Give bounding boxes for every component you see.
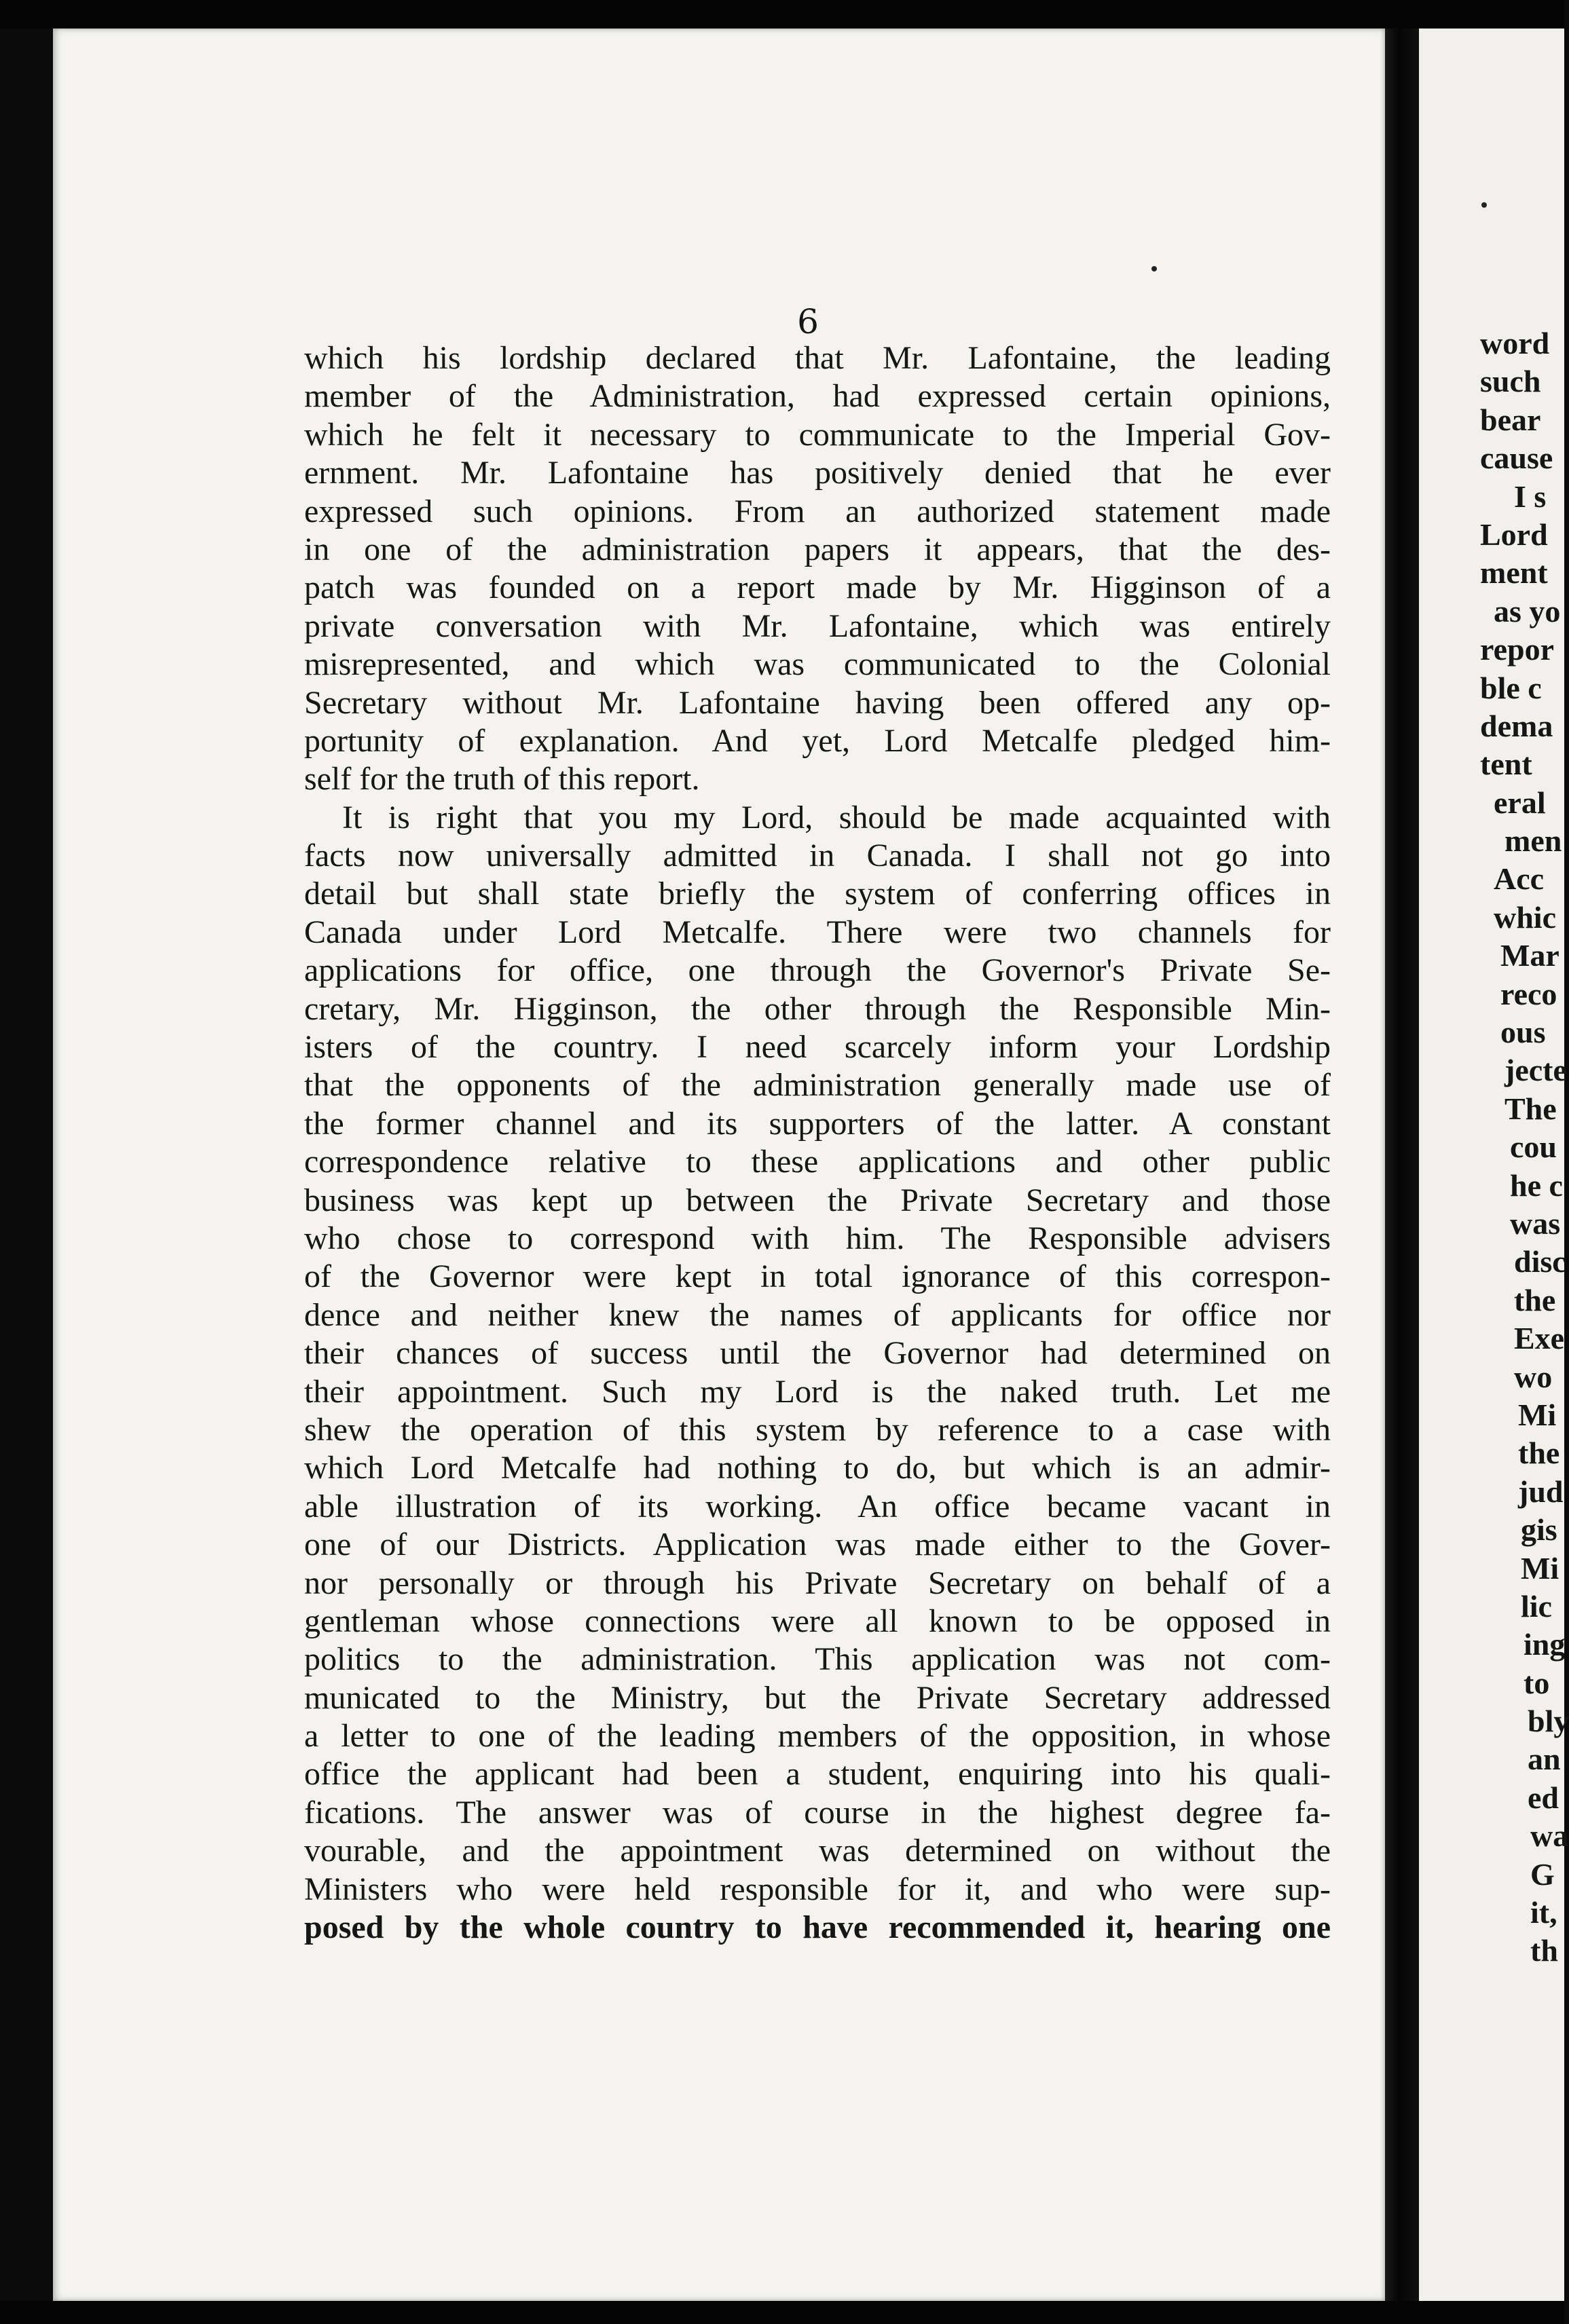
text-line: municated to the Ministry, but the Private Secretary addressed [304, 1679, 1331, 1716]
text-line: Ministers who were held responsible for it, and who were sup- [304, 1871, 1331, 1907]
text-line: misrepresented, and which was communicated to the Colonial [304, 646, 1331, 683]
facing-text-fragment: jecte [1505, 1053, 1567, 1088]
facing-text-fragment: whic [1494, 899, 1556, 935]
text-line: a letter to one of the leading members of the opposition, in whose [304, 1718, 1331, 1755]
text-line: vourable, and the appointment was determined on without the [304, 1833, 1331, 1869]
text-line: one of our Districts. Application was made either to the Gover- [304, 1526, 1331, 1563]
facing-page-text [1480, 324, 1569, 1970]
facing-text-fragment: wa [1530, 1818, 1569, 1854]
scan-top-border [0, 0, 1564, 29]
facing-text-fragment: tent [1480, 747, 1532, 782]
facing-text-fragment: G [1530, 1856, 1555, 1892]
text-line: Secretary without Mr. Lafontaine having been offered any op- [304, 684, 1331, 721]
text-line: of the Governor were kept in total ignorance of this correspon- [304, 1258, 1331, 1295]
text-line: patch was founded on a report made by Mr. Higginson of a [304, 569, 1331, 606]
ink-speck [1151, 266, 1157, 271]
facing-text-fragment: ous [1500, 1015, 1546, 1050]
facing-text-fragment: wo [1514, 1359, 1553, 1394]
text-line: It is right that you my Lord, should be made acquainted with [342, 799, 1331, 836]
facing-text-fragment: th [1530, 1933, 1558, 1968]
text-line: dence and neither knew the names of applicants for office nor [304, 1296, 1331, 1333]
facing-text-fragment: gis [1521, 1512, 1557, 1548]
facing-text-fragment: Mi [1518, 1397, 1557, 1432]
text-line: gentleman whose connections were all known to be opposed in [304, 1603, 1331, 1639]
text-line: Canada under Lord Metcalfe. There were two channels for [304, 914, 1331, 950]
facing-text-fragment: such [1480, 364, 1541, 399]
text-line: isters of the country. I need scarcely inform your Lordship [304, 1029, 1331, 1066]
facing-text-fragment: dema [1480, 708, 1553, 743]
page-number: 6 [797, 302, 819, 341]
text-line: cretary, Mr. Higginson, the other through the Responsible Min- [304, 990, 1331, 1027]
facing-text-fragment: ed [1528, 1780, 1559, 1815]
ink-speck [1481, 202, 1487, 208]
facing-text-fragment: Mar [1500, 938, 1559, 973]
facing-text-fragment: as yo [1494, 593, 1561, 629]
text-line: shew the operation of this system by reference to a case with [304, 1411, 1331, 1448]
text-line: self for the truth of this report. [304, 761, 700, 798]
facing-text-fragment: he c [1510, 1167, 1563, 1203]
text-line: posed by the whole country to have recommended it, hearing one [304, 1909, 1331, 1946]
facing-text-fragment: the [1518, 1436, 1560, 1471]
text-line: in one of the administration papers it appears, that the des- [304, 531, 1331, 567]
text-line: correspondence relative to these applications and other public [304, 1144, 1331, 1180]
text-line: nor personally or through his Private Secretary on behalf of a [304, 1564, 1331, 1601]
text-line: office the applicant had been a student, enquiring into his quali- [304, 1756, 1331, 1793]
text-line: fications. The answer was of course in the highest degree fa- [304, 1794, 1331, 1831]
facing-text-fragment: Lord [1480, 517, 1548, 552]
text-line: business was kept up between the Private Secretary and those [304, 1182, 1331, 1218]
facing-text-fragment: an [1528, 1742, 1561, 1777]
facing-text-fragment: bly [1528, 1704, 1569, 1739]
body-text [304, 339, 1331, 1947]
text-line: expressed such opinions. From an authorized statement made [304, 493, 1331, 529]
facing-text-fragment: cause [1480, 441, 1553, 476]
text-line: portunity of explanation. And yet, Lord Metcalfe pledged him- [304, 722, 1331, 759]
text-line: which Lord Metcalfe had nothing to do, but which is an admir- [304, 1450, 1331, 1486]
scan-bottom-border [0, 2301, 1564, 2324]
text-line: which his lordship declared that Mr. Lafontaine, the leading [304, 340, 1331, 376]
text-line: that the opponents of the administration generally made use of [304, 1067, 1331, 1104]
text-line: who chose to correspond with him. The Responsible advisers [304, 1220, 1331, 1256]
facing-text-fragment: lic [1521, 1588, 1552, 1624]
text-line: the former channel and its supporters of the latter. A constant [304, 1105, 1331, 1142]
text-line: private conversation with Mr. Lafontaine, which was entirely [304, 607, 1331, 644]
facing-text-fragment: The [1505, 1091, 1557, 1126]
book-gutter [1385, 29, 1419, 2301]
text-line: able illustration of its working. An office became vacant in [304, 1488, 1331, 1524]
facing-text-fragment: disc [1514, 1244, 1566, 1279]
text-line: which he felt it necessary to communicate to the Imperial Gov- [304, 416, 1331, 453]
facing-text-fragment: it, [1530, 1895, 1557, 1930]
text-line: their appointment. Such my Lord is the naked truth. Let me [304, 1373, 1331, 1410]
text-line: their chances of success until the Governor had determined on [304, 1335, 1331, 1372]
text-line: facts now universally admitted in Canada. I shall not go into [304, 838, 1331, 874]
text-line: politics to the administration. This application was not com- [304, 1641, 1331, 1678]
text-line: applications for office, one through the Governor's Private Se- [304, 952, 1331, 989]
facing-text-fragment: Mi [1521, 1550, 1559, 1586]
facing-text-fragment: bear [1480, 402, 1541, 437]
facing-text-fragment: jud [1518, 1474, 1564, 1509]
facing-text-fragment: was [1510, 1205, 1561, 1241]
facing-text-fragment: reco [1500, 976, 1557, 1011]
facing-text-fragment: men [1505, 823, 1562, 859]
facing-text-fragment: ble c [1480, 670, 1542, 705]
facing-text-fragment: Acc [1494, 861, 1545, 897]
facing-text-fragment: ing [1524, 1627, 1566, 1662]
text-line: ernment. Mr. Lafontaine has positively denied that he ever [304, 455, 1331, 491]
facing-text-fragment: ment [1480, 555, 1548, 591]
facing-text-fragment: eral [1494, 785, 1546, 820]
facing-text-fragment: to [1524, 1665, 1550, 1700]
facing-text-fragment: Exe [1514, 1321, 1565, 1356]
facing-text-fragment: repor [1480, 632, 1555, 667]
facing-text-fragment: word [1480, 326, 1550, 360]
facing-text-fragment: I s [1514, 479, 1547, 514]
facing-text-fragment: the [1514, 1282, 1556, 1317]
text-line: detail but shall state briefly the system of conferring offices in [304, 876, 1331, 912]
text-line: member of the Administration, had expressed certain opinions, [304, 378, 1331, 415]
facing-text-fragment: cou [1510, 1129, 1557, 1165]
